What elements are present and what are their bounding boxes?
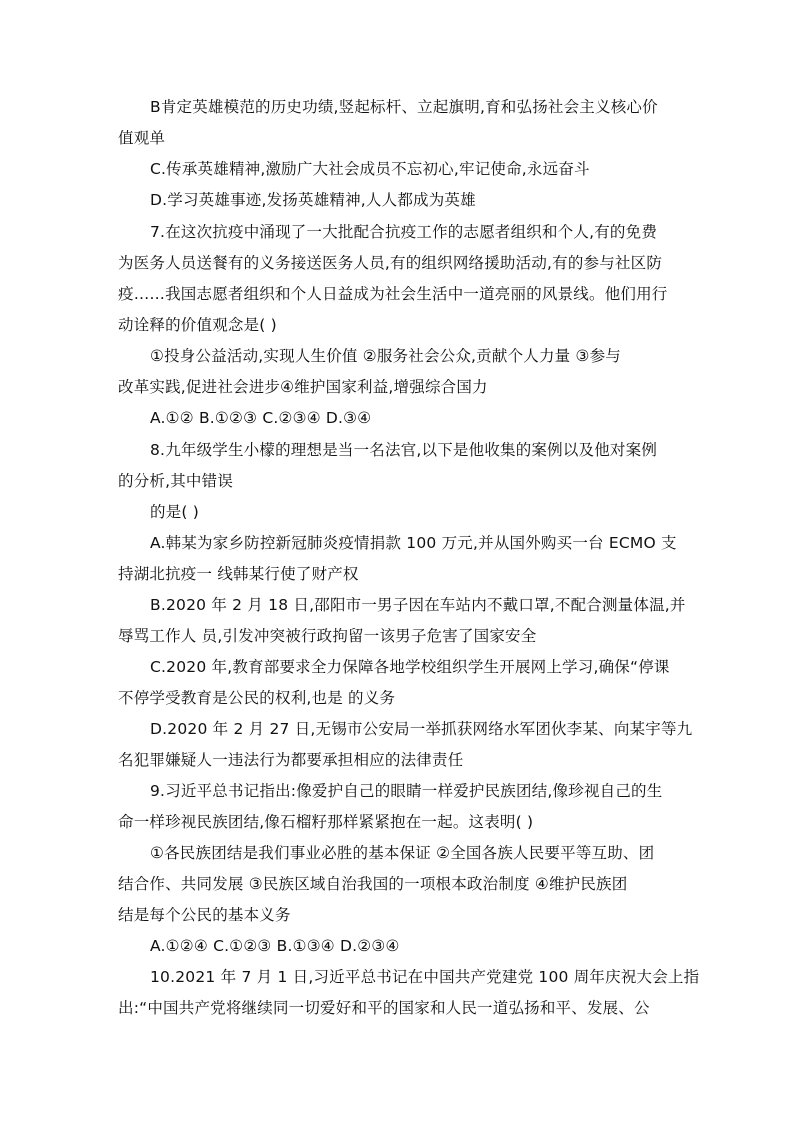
- question-8-option-b-line-2: 辱骂工作人 员,引发冲突被行政拘留一该男子危害了国家安全: [118, 627, 537, 645]
- question-10-line-2: 出:“中国共产党将继续同一切爱好和平的国家和人民一道弘扬和平、发展、公: [118, 999, 650, 1017]
- question-7-line-1: 7.在这次抗疫中涌现了一大批配合抗疫工作的志愿者组织和个人,有的免费: [150, 223, 658, 241]
- question-9-statements-line-3: 结是每个公民的基本义务: [118, 906, 291, 924]
- question-8-option-c-line-1: C.2020 年,教育部要求全力保障各地学校组织学生开展网上学习,确保“停课: [150, 658, 670, 676]
- question-7-line-4: 动诠释的价值观念是( ): [118, 316, 277, 334]
- question-9-statements-line-1: ①各民族团结是我们事业必胜的基本保证 ②全国各族人民要平等互助、团: [150, 844, 655, 862]
- option-c-line: C.传承英雄精神,激励广大社会成员不忘初心,牢记使命,永远奋斗: [150, 160, 590, 178]
- question-8-option-c-line-2: 不停学受教育是公民的权利,也是 的义务: [118, 689, 396, 707]
- question-7-statements-line-1: ①投身公益活动,实现人生价值 ②服务社会公众,贡献个人力量 ③参与: [150, 347, 621, 365]
- question-8-line-3: 的是( ): [150, 503, 200, 521]
- question-8-option-d-line-2: 名犯罪嫌疑人一违法行为都要承担相应的法律责任: [118, 751, 464, 769]
- option-b-line-2: 值观单: [118, 129, 166, 147]
- question-7-choices: A.①② B.①②③ C.②③④ D.③④: [150, 409, 372, 427]
- question-8-option-b-line-1: B.2020 年 2 月 18 日,邵阳市一男子因在车站内不戴口罩,不配合测量体温,并: [150, 596, 686, 614]
- question-10-line-1: 10.2021 年 7 月 1 日,习近平总书记在中国共产党建党 100 周年庆祝大会上指: [150, 968, 700, 986]
- option-b-line-1: B肯定英雄模范的历史功绩,竖起标杆、立起旗明,育和弘扬社会主义核心价: [150, 98, 658, 116]
- option-d-line: D.学习英雄事迹,发扬英雄精神,人人都成为英雄: [150, 191, 476, 209]
- question-8-line-1: 8.九年级学生小檬的理想是当一名法官,以下是他收集的案例以及他对案例: [150, 441, 658, 459]
- question-8-option-a-line-1: A.韩某为家乡防控新冠肺炎疫情捐款 100 万元,并从国外购买一台 ECMO 支: [150, 534, 677, 552]
- question-7-line-3: 疫……我国志愿者组织和个人日益成为社会生活中一道亮丽的风景线。他们用行: [118, 285, 668, 303]
- question-8-option-d-line-1: D.2020 年 2 月 27 日,无锡市公安局一举抓获网络水军团伙李某、向某宇等九: [150, 720, 693, 738]
- question-7-statements-line-2: 改革实践,促进社会进步④维护国家利益,增强综合国力: [118, 378, 488, 396]
- question-8-option-a-line-2: 持湖北抗疫一 线韩某行使了财产权: [118, 565, 359, 583]
- question-9-choices: A.①②④ C.①②③ B.①③④ D.②③④: [150, 937, 400, 955]
- question-8-line-2: 的分析,其中错误: [118, 472, 234, 490]
- question-9-statements-line-2: 结合作、共同发展 ③民族区域自治我国的一项根本政治制度 ④维护民族团: [118, 875, 628, 893]
- question-7-line-2: 为医务人员送餐有的义务接送医务人员,有的组织网络援助活动,有的参与社区防: [118, 254, 663, 272]
- question-9-line-1: 9.习近平总书记指出:像爱护自己的眼睛一样爱护民族团结,像珍视自己的生: [150, 782, 663, 800]
- question-9-line-2: 命一样珍视民族团结,像石榴籽那样紧紧抱在一起。这表明( ): [118, 813, 534, 831]
